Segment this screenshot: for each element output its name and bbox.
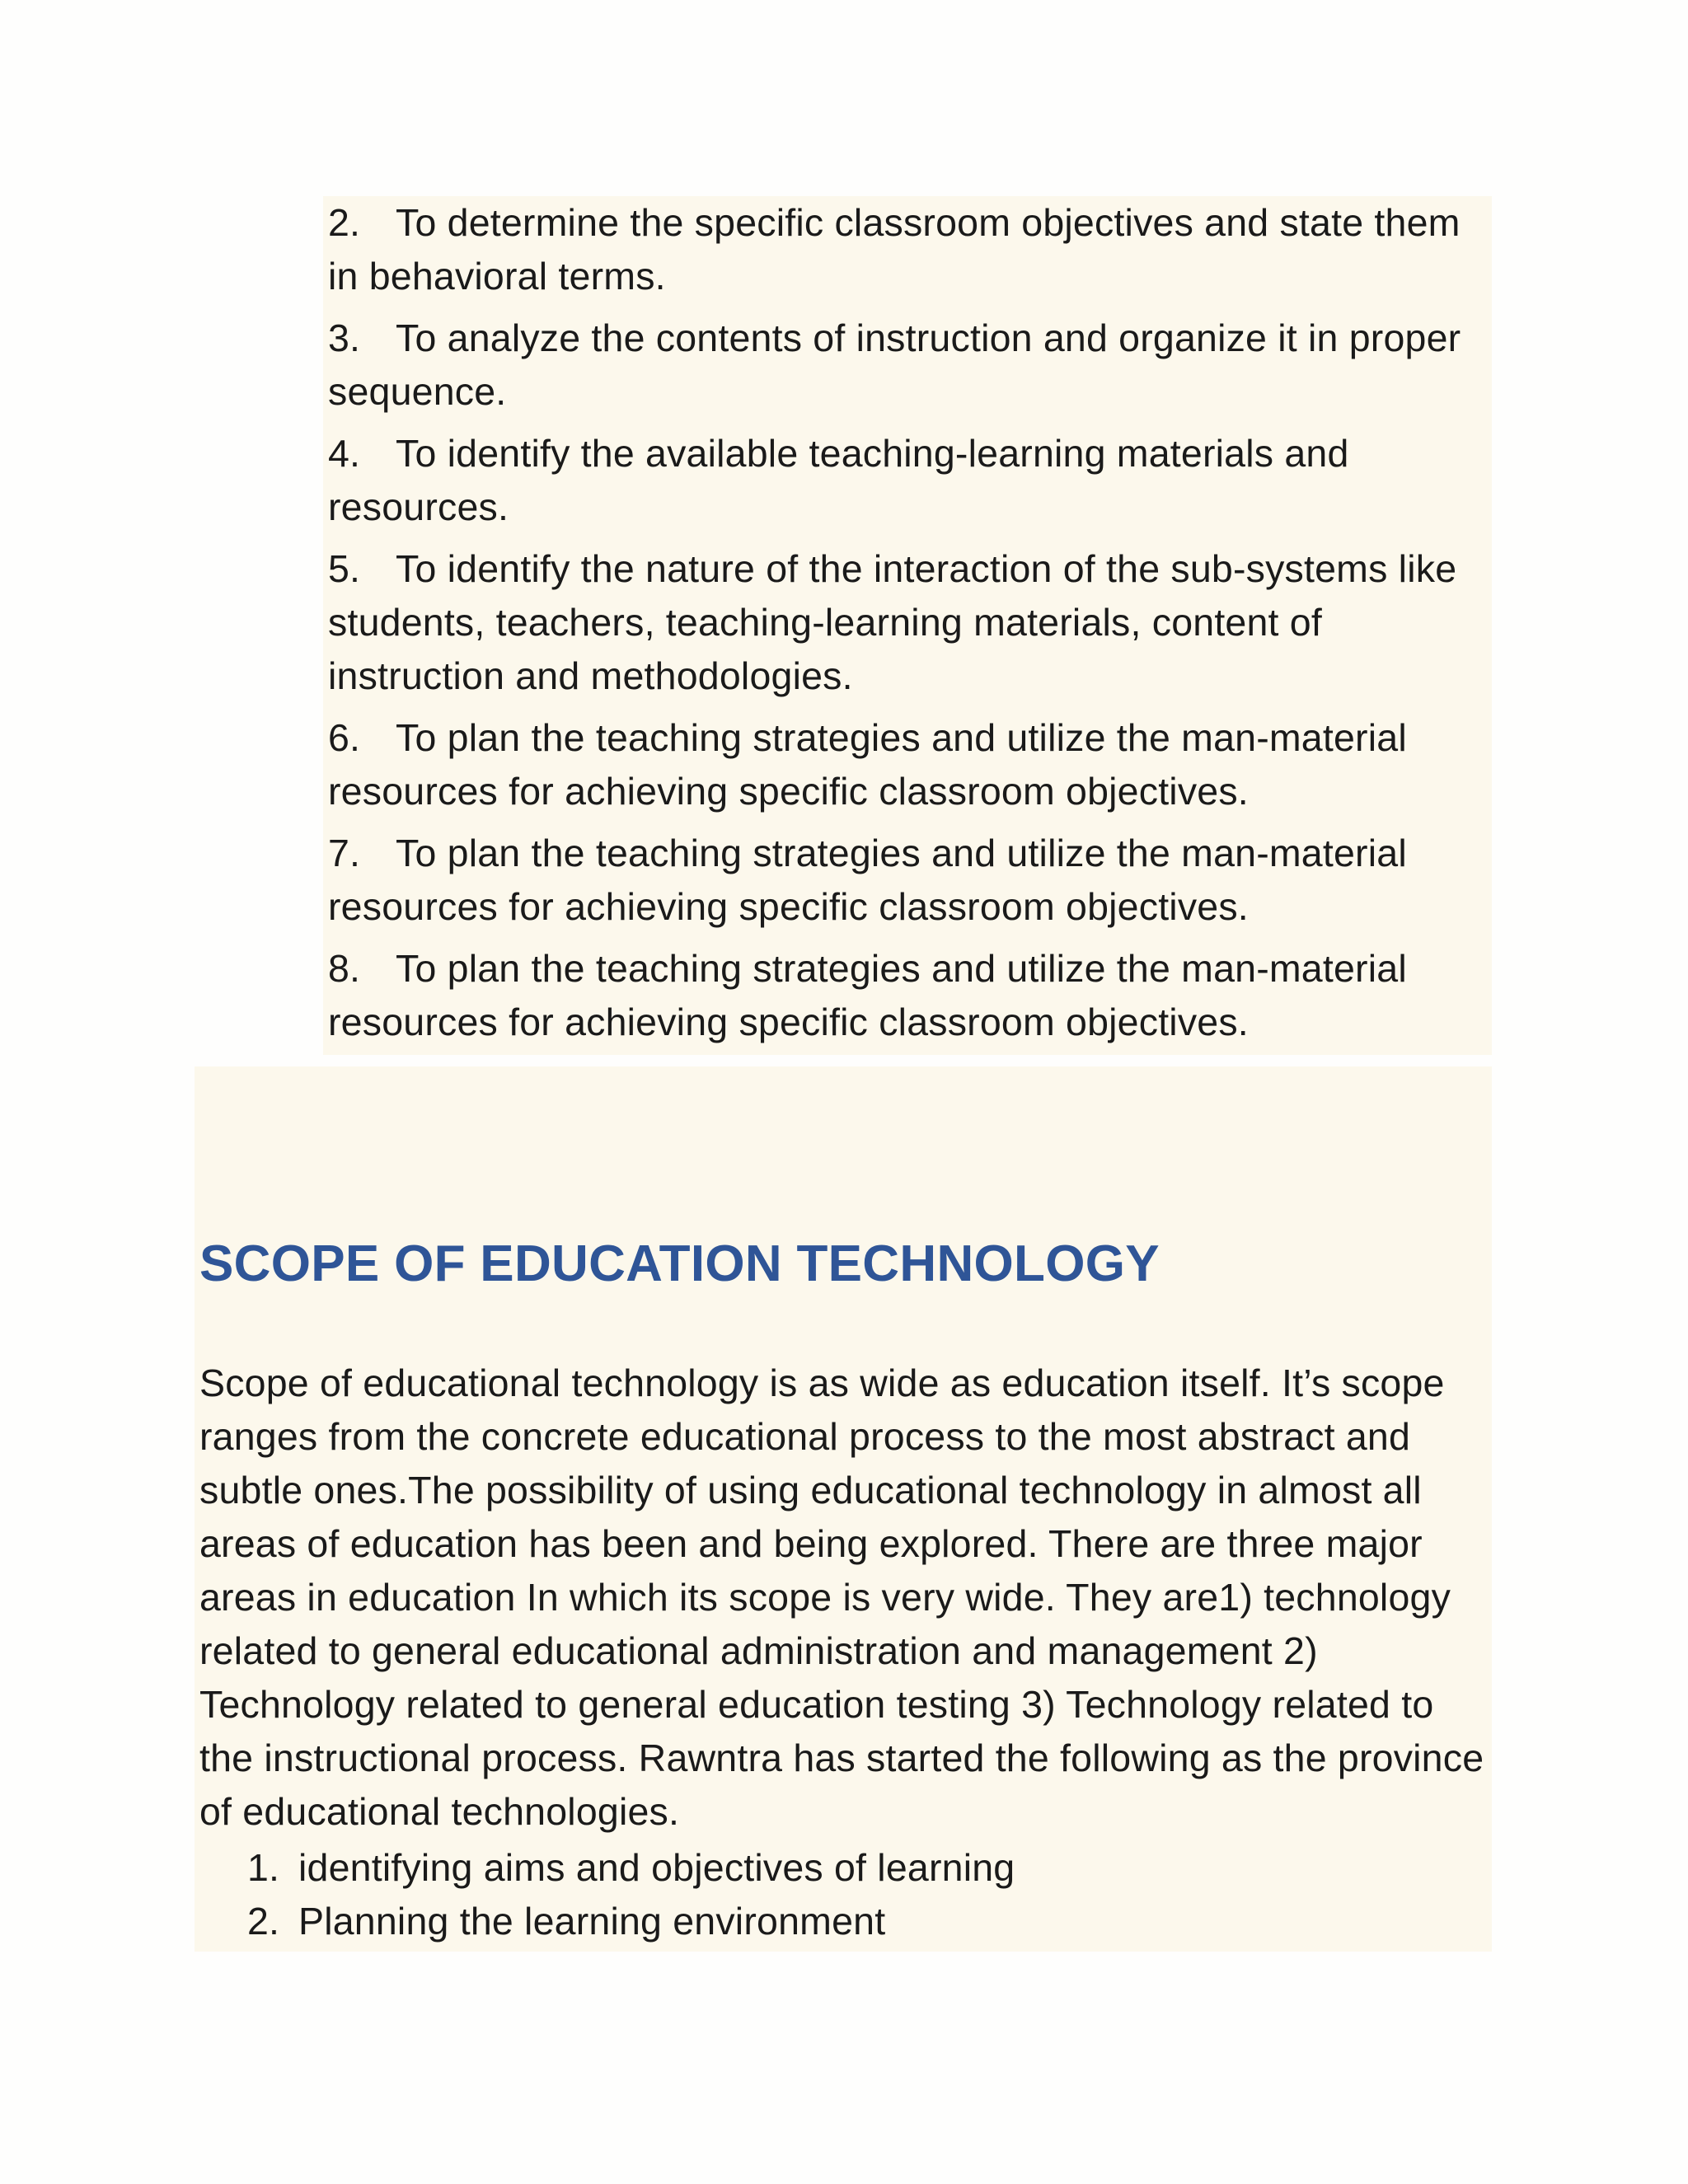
list-item-text: identifying aims and objectives of learning <box>298 1846 1015 1889</box>
list-item <box>328 942 1479 1049</box>
list-item-number: 8. <box>328 947 361 990</box>
list-item-text: To analyze the contents of instruction and organize it in proper sequence. <box>328 316 1461 413</box>
list-item <box>328 711 1479 818</box>
list-item-text: To plan the teaching strategies and utilize the man-material resources for achieving specific classroom objectives. <box>328 832 1407 928</box>
list-item-text: To identify the available teaching-learning materials and resources. <box>328 432 1349 528</box>
list-item-number: 2. <box>247 1900 280 1943</box>
list-item <box>328 827 1479 934</box>
list-item-number: 3. <box>328 316 361 359</box>
list-item-text: Planning the learning environment <box>298 1900 886 1943</box>
list-item <box>247 1895 1401 1948</box>
list-item-text: To plan the teaching strategies and utilize the man-material resources for achieving specific classroom objectives. <box>328 716 1407 813</box>
objectives-list <box>323 196 1492 1055</box>
province-list <box>247 1841 1401 1948</box>
list-item-number: 6. <box>328 716 361 759</box>
section-heading: SCOPE OF EDUCATION TECHNOLOGY <box>199 1235 1160 1292</box>
list-item <box>328 312 1479 419</box>
list-item <box>328 427 1479 534</box>
list-item-text: To identify the nature of the interaction of the sub-systems like students, teachers, teaching-learning materials, content of instruction and methodologies. <box>328 547 1457 697</box>
list-item-number: 1. <box>247 1846 280 1889</box>
list-item-number: 5. <box>328 547 361 590</box>
list-item-number: 7. <box>328 832 361 874</box>
list-item-text: To determine the specific classroom objectives and state them in behavioral terms. <box>328 201 1461 298</box>
scope-section <box>195 1066 1492 1952</box>
list-item <box>328 196 1479 303</box>
list-item-number: 2. <box>328 201 361 244</box>
list-item-text: To plan the teaching strategies and utilize the man-material resources for achieving specific classroom objectives. <box>328 947 1407 1043</box>
list-item-number: 4. <box>328 432 361 475</box>
list-item <box>247 1841 1401 1895</box>
body-paragraph: Scope of educational technology is as wide as education itself. It’s scope ranges from the concrete educational process to the most abstract and subtle ones.The possibility of using educational technology in almost all areas of education has been and being explored. There are three major areas in education In which its scope is very wide. They are1) technology related to general educational administration and management 2) Technology related to general education testing 3) Technology related to the instructional process. Rawntra has started the following as the province of educational technologies. <box>199 1361 1484 1833</box>
list-item <box>328 542 1479 703</box>
